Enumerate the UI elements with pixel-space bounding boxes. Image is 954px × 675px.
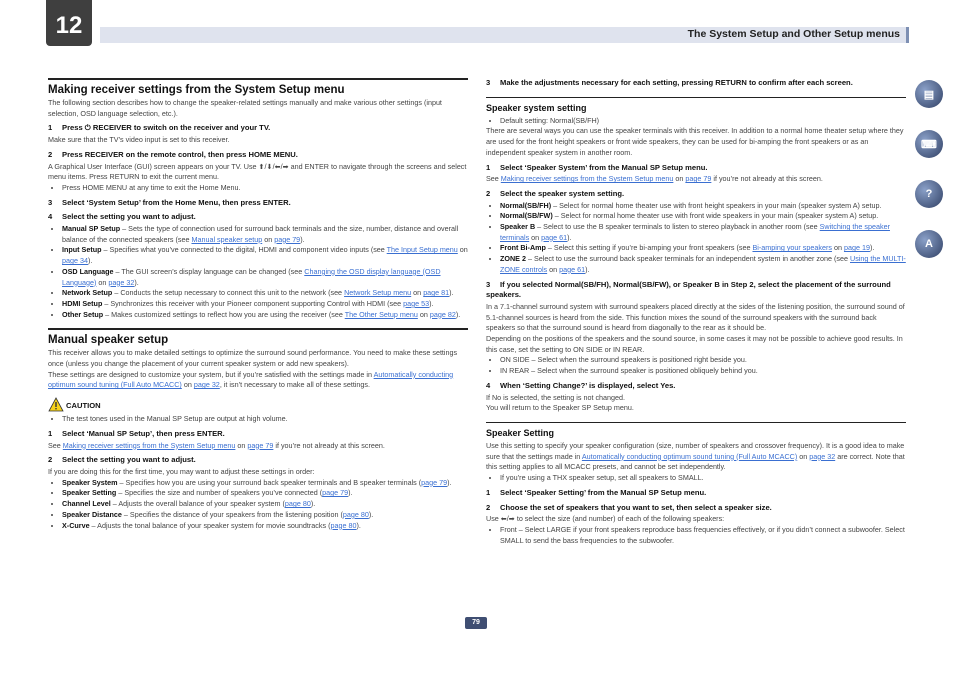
item-text: – Select this setting if you’re bi-amping your front speakers (see [545, 243, 753, 253]
text: These settings are designed to customize your system, but if you’re satisfied with the settings made in [48, 369, 374, 379]
section-paragraph: In a 7.1-channel surround system with surround speakers placed directly at the sides of the listening position, the surround sound of 5.1-channel sources is heard from the side. This function mixes the sound of the surround speakers with the surround back speakers so that the surround sound is heard from diagonally to the rear as it should be. [486, 301, 905, 333]
item-name: Normal(SB/FW) [500, 211, 553, 221]
step-note: You will return to the Speaker SP Setup menu. [486, 403, 634, 413]
side-nav-icons [915, 80, 945, 280]
item-name: Other Setup [62, 309, 104, 319]
item-name: Speaker Setting [62, 488, 117, 498]
step-text: Select ‘Manual SP Setup’, then press ENTER. [62, 428, 225, 438]
item-name: OSD Language [62, 266, 114, 276]
step-note: Make sure that the TV’s video input is set to this receiver. [48, 135, 230, 145]
link-page[interactable]: page 79 [421, 477, 448, 487]
step-3: 3 If you selected Normal(SB/FH), Normal(SB/FW), or Speaker B in Step 2, select the placement of the surround speakers. [486, 279, 891, 300]
text: on [96, 277, 109, 287]
header-bar [100, 27, 909, 43]
link-system-setup[interactable]: Making receiver settings from the System Setup menu [62, 440, 236, 450]
item-text: – Select to use the B speaker terminals to listen to stereo playback in another room (see [535, 222, 820, 232]
section-title-system-setup: Making receiver settings from the System Setup menu [48, 78, 468, 97]
chapter-number-tab: 12 [46, 0, 92, 46]
item-name: ZONE 2 [500, 254, 526, 264]
link-page[interactable]: page 79 [274, 234, 301, 244]
text: ). [429, 298, 434, 308]
list-item [62, 510, 468, 521]
section-paragraph: This receiver allows you to make detailed settings to optimize the surround sound performance. You need to make these settings once (unless you change the placement of your current speaker system or add new speakers). [48, 348, 458, 369]
link-page[interactable]: page 61 [541, 232, 568, 242]
subsection-title-speaker-setting: Speaker Setting [486, 422, 906, 439]
step-text: Select the setting you want to adjust. [62, 212, 196, 222]
bullet-list [486, 525, 906, 546]
step-text: Select ‘Speaker Setting’ from the Manual SP Setup menu. [500, 487, 707, 497]
list-item: • Default setting: Normal(SB/FH) [500, 116, 906, 127]
item-name: Normal(SB/FH) [500, 200, 552, 210]
link-page[interactable]: page 79 [322, 488, 349, 498]
step-3: 3 Select ‘System Setup’ from the Home Menu, then press ENTER. [48, 197, 291, 207]
list-item [62, 478, 468, 489]
bullet-list [48, 414, 468, 425]
step-text: If you selected Normal(SB/FH), Normal(SB/FW), or Speaker B in Step 2, select the placement of the surround speakers. [486, 279, 891, 300]
text: ). [310, 499, 316, 509]
step-4: 4 When ‘Setting Change?’ is displayed, select Yes. [486, 380, 676, 390]
link-page[interactable]: page 32 [809, 451, 836, 461]
text: See [48, 440, 63, 450]
link-full-auto-mcacc[interactable]: Automatically conducting optimum sound tuning (Full Auto MCACC) [581, 451, 798, 461]
item-text: – Adjusts the tonal balance of your speaker system for movie soundtracks ( [89, 520, 331, 530]
left-column [48, 78, 468, 531]
manual-setting-list [48, 478, 468, 532]
right-column [486, 78, 906, 546]
setup-menu-list [48, 224, 468, 320]
link-full-auto-mcacc[interactable]: Automatically conducting optimum sound tuning (Full Auto MCACC) [48, 369, 454, 390]
page-number: 79 [465, 617, 487, 629]
link-page[interactable]: page 81 [423, 288, 450, 298]
text: Use this setting to specify your speaker configuration (size, number of speakers and crossover frequency). It is a good idea to make sure that the settings made in [486, 440, 905, 461]
item-name: Manual SP Setup [62, 224, 121, 234]
text: on [181, 380, 194, 390]
step-text: When ‘Setting Change?’ is displayed, select Yes. [500, 380, 676, 390]
item-name: Speaker Distance [62, 509, 122, 519]
link-page[interactable]: page 80 [342, 509, 369, 519]
step-note: If No is selected, the setting is not changed. [486, 392, 626, 402]
text: if you’re not already at this screen. [273, 440, 385, 450]
book-icon[interactable]: ▤ [915, 80, 943, 108]
list-item [62, 299, 468, 310]
list-item: • The test tones used in the Manual SP Setup are output at high volume. [62, 414, 468, 425]
text: ). [447, 477, 452, 487]
item-text: – Conducts the setup necessary to connect this unit to the network (see [112, 288, 345, 298]
step-1: 1 Press ⏻ RECEIVER to switch on the receiver and your TV. [48, 123, 271, 133]
text: ). [356, 520, 361, 530]
list-item [62, 488, 468, 499]
step-2: 2 Press RECEIVER on the remote control, then press HOME MENU. [48, 149, 298, 159]
item-name: Channel Level [62, 499, 111, 509]
link[interactable]: Network Setup menu [344, 288, 412, 298]
link-page[interactable]: page 82 [429, 309, 456, 319]
step-note: Use ⬅/➡ to select the size (and number) of each of the following speakers: [486, 514, 725, 524]
text: on [529, 232, 542, 242]
link-page[interactable]: page 32 [108, 277, 135, 287]
link[interactable]: Switching the speaker terminals [500, 222, 890, 242]
list-item [62, 288, 468, 299]
link[interactable]: The Other Setup menu [344, 309, 418, 319]
step-note: If you are doing this for the first time, you may want to adjust these settings in order: [48, 466, 315, 476]
step-note [48, 441, 468, 452]
list-item [500, 201, 906, 212]
text: See [486, 174, 501, 184]
text: on [262, 234, 275, 244]
item-text: – Select for normal home theater use with front wide speakers in your main (speaker system A) setup. [552, 211, 879, 221]
item-name: Network Setup [62, 288, 113, 298]
link-page[interactable]: page 80 [284, 499, 311, 509]
text: , it isn’t necessary to make all of these settings. [219, 380, 371, 390]
text: ). [567, 232, 572, 242]
text: on [417, 309, 430, 319]
section-paragraph [48, 370, 468, 391]
caution-heading [48, 397, 468, 412]
text: ). [449, 288, 454, 298]
item-name: HDMI Setup [62, 298, 103, 308]
list-item [62, 521, 468, 532]
link[interactable]: Bi-amping your speakers [752, 243, 832, 253]
step-1: 1 Select ‘Speaker System’ from the Manual SP Setup menu. [486, 162, 708, 172]
list-item: • ON SIDE – Select when the surround speakers is positioned right beside you. [500, 355, 906, 366]
text: if you’re not already at this screen. [711, 174, 823, 184]
link-page[interactable]: page 34 [62, 256, 88, 266]
item-text: – Sets the type of connection used for surround back terminals and the size, number, distance and overall balance of the connected speakers (see [62, 224, 459, 244]
text: on [831, 243, 844, 253]
link[interactable]: Using the MULTI-ZONE controls [500, 254, 906, 274]
list-item [62, 245, 468, 266]
link-page[interactable]: page 53 [403, 298, 430, 308]
bullet-list [486, 473, 906, 484]
warning-icon [48, 397, 64, 412]
item-text: – Select for normal home theater use with front height speakers in your main (speaker system A) setup. [551, 200, 882, 210]
item-name: Speaker B [500, 222, 536, 232]
link[interactable]: The Input Setup menu [386, 245, 458, 255]
link[interactable]: Changing the OSD display language (OSD Language) [62, 266, 441, 287]
subsection-title-speaker-system: Speaker system setting [486, 97, 906, 114]
link-page[interactable]: page 79 [685, 174, 712, 184]
text: on [457, 245, 468, 255]
link-page[interactable]: page 61 [559, 264, 586, 274]
step-text: Select the setting you want to adjust. [62, 455, 196, 465]
link-system-setup[interactable]: Making receiver settings from the System Setup menu [500, 174, 674, 184]
item-text: – Adjusts the overall balance of your speaker system ( [110, 499, 285, 509]
item-text: – Select to use the surround back speaker terminals for an independent system in another zone (see [525, 254, 850, 264]
bullet-list [486, 355, 906, 376]
bullet-list [48, 183, 468, 194]
list-item [500, 222, 906, 243]
list-item [62, 224, 468, 245]
list-item: • Press HOME MENU at any time to exit the Home Menu. [62, 183, 468, 194]
remote-icon[interactable]: ⌨ [915, 130, 943, 158]
item-name: Speaker System [62, 477, 118, 487]
section-paragraph: There are several ways you can use the speaker terminals with this receiver. In addition to a normal home theater setup where they are used for the front height speakers or front wide speakers, they can be used for bi-amping the front speakers or as an independent speaker system in another room. [486, 126, 904, 157]
header-title: The System Setup and Other Setup menus [687, 28, 900, 40]
speaker-system-list [486, 201, 906, 276]
bullet-list [486, 116, 906, 127]
step-2: 2 Select the speaker system setting. [486, 188, 625, 198]
list-item [500, 211, 906, 222]
item-name: Front Bi-Amp [500, 243, 546, 253]
text: ). [87, 256, 93, 266]
list-item [62, 267, 468, 288]
link-page[interactable]: page 32 [193, 380, 220, 390]
step-3: 3 Make the adjustments necessary for each setting, pressing RETURN to confirm after each screen. [486, 78, 853, 87]
text: ). [348, 488, 353, 498]
list-item [500, 254, 906, 275]
link-page[interactable]: page 19 [843, 243, 870, 253]
text: ). [455, 309, 461, 319]
item-text: – Makes customized settings to reflect how you are using the receiver (see [103, 309, 345, 319]
item-text: – Specifies how you are using your surround back speaker terminals and B speaker terminals ( [117, 477, 422, 487]
item-text: – Specifies what you’ve connected to the digital, HDMI and component video inputs (see [101, 245, 387, 255]
step-2: 2 Select the setting you want to adjust. [48, 455, 196, 465]
step-2: 2 Choose the set of speakers that you want to set, then select a speaker size. [486, 502, 772, 512]
text: ). [585, 264, 590, 274]
text: ). [300, 234, 305, 244]
step-text: Press RECEIVER on the remote control, then press HOME MENU. [62, 149, 298, 159]
step-text: Select ‘System Setup’ from the Home Menu, then press ENTER. [62, 197, 291, 207]
step-text: Press ⏻ RECEIVER to switch on the receiver and your TV. [62, 123, 271, 133]
item-text: – The GUI screen’s display language can be changed (see [113, 266, 305, 276]
list-item [62, 310, 468, 321]
text: are correct. Note that this setting applies to all MCACC presets, and cannot be set independently. [486, 451, 905, 472]
step-note [486, 174, 906, 185]
section-paragraph: Depending on the positions of the speakers and the sound source, in some cases it may not be possible to achieve good results. In this case, set the setting to ON SIDE or IN REAR. [486, 334, 903, 354]
item-text: – Synchronizes this receiver with your Pioneer component supporting Control with HDMI (see [102, 298, 404, 308]
list-item [500, 243, 906, 254]
link-page[interactable]: page 80 [330, 520, 357, 530]
step-note: A Graphical User Interface (GUI) screen appears on your TV. Use ⬆/⬇/⬅/➡ and ENTER to navigate through the screens and select menu items. Press RETURN to exit the current menu. [48, 161, 467, 182]
text: on [547, 264, 560, 274]
link-page[interactable]: page 79 [247, 440, 274, 450]
text: on [673, 174, 686, 184]
text: ). [869, 243, 875, 253]
step-text: Select the speaker system setting. [500, 188, 625, 198]
text: on [235, 440, 248, 450]
step-4: 4 Select the setting you want to adjust. [48, 212, 196, 222]
help-icon[interactable]: ? [915, 180, 943, 208]
item-text: – Specifies the size and number of speakers you’ve connected ( [116, 488, 323, 498]
item-name: Input Setup [62, 245, 102, 255]
language-icon[interactable]: A [915, 230, 943, 258]
list-item: • Front – Select LARGE if your front speakers reproduce bass frequencies effectively, or if you didn’t connect a subwoofer. Select SMALL to send the bass frequencies to the subwoofer. [500, 525, 906, 546]
step-text: Select ‘Speaker System’ from the Manual SP Setup menu. [500, 162, 708, 172]
text: on [411, 288, 424, 298]
section-intro: The following section describes how to change the speaker-related settings manually and make various other settings (input selection, OSD language selection, etc.). [48, 98, 442, 118]
list-item: • IN REAR – Select when the surround speaker is positioned obliquely behind you. [500, 366, 906, 377]
item-text: – Specifies the distance of your speakers from the listening position ( [121, 509, 343, 519]
step-text: Make the adjustments necessary for each setting, pressing RETURN to confirm after each screen. [500, 78, 853, 87]
text: ). [134, 277, 139, 287]
item-name: X-Curve [62, 520, 90, 530]
text: ). [368, 509, 374, 519]
list-item [62, 499, 468, 510]
step-1: 1 Select ‘Manual SP Setup’, then press ENTER. [48, 428, 225, 438]
step-text: Choose the set of speakers that you want to set, then select a speaker size. [500, 502, 772, 512]
section-title-manual-speaker: Manual speaker setup [48, 328, 468, 347]
link[interactable]: Manual speaker setup [191, 234, 263, 244]
caution-label: CAUTION [66, 401, 101, 411]
list-item: • If you’re using a THX speaker setup, set all speakers to SMALL. [500, 473, 906, 484]
step-1: 1 Select ‘Speaker Setting’ from the Manual SP Setup menu. [486, 487, 707, 497]
section-paragraph [486, 441, 906, 473]
text: on [797, 451, 810, 461]
